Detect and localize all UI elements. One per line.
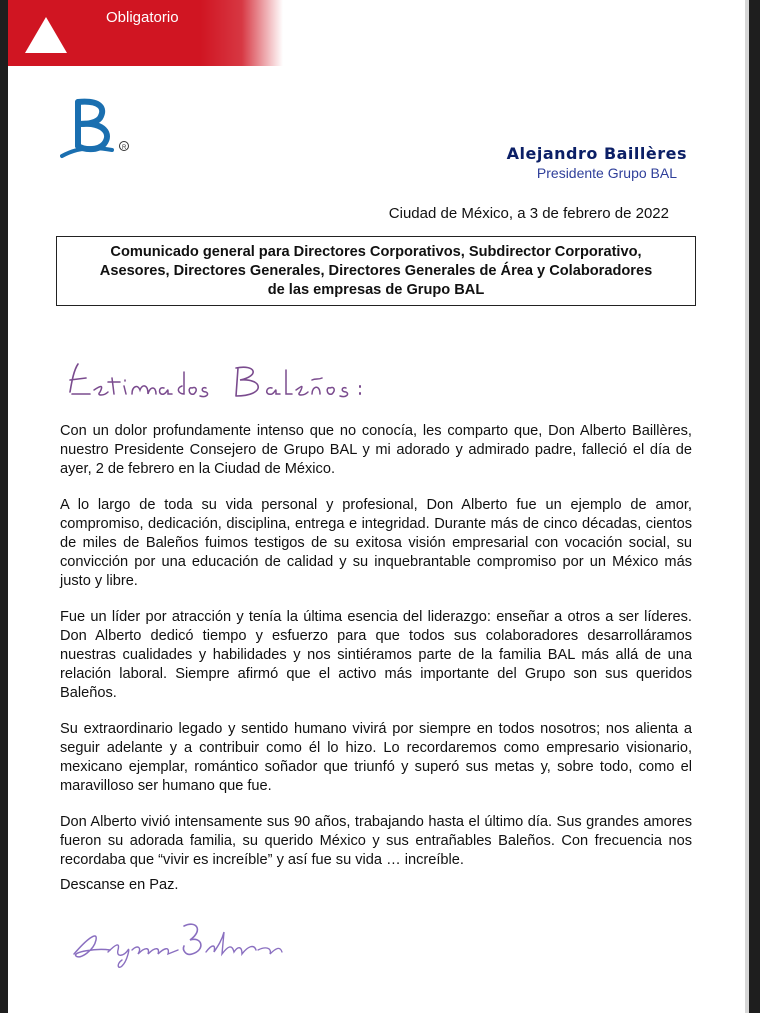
page-edge bbox=[745, 0, 749, 1013]
body-paragraph: Con un dolor profundamente intenso que no conocía, les comparto que, Don Alberto Baillères, nuestro Presidente Consejero de Grupo BAL y mi adorado y admirado padre, falleció el día de ayer, 2 de febrero en la Ciudad de México. bbox=[60, 423, 692, 477]
subject-line: de las empresas de Grupo BAL bbox=[267, 282, 485, 298]
body-paragraph: A lo largo de toda su vida personal y profesional, Don Alberto fue un ejemplo de amor, compromiso, dedicación, disciplina, entrega e integridad. Durante más de cinco décadas, cientos de miles de Baleños fuimos testigos de su exitosa visión empresarial con vocación social, su convicción por una educación de calidad y su inquebrantable compromiso por un México más justo y libre. bbox=[60, 497, 692, 589]
date-line: Ciudad de México, a 3 de febrero de 2022 bbox=[388, 205, 669, 222]
letter-body bbox=[60, 422, 692, 887]
subject-line: Asesores, Directores Generales, Directores Generales de Área y Colaboradores bbox=[99, 263, 653, 279]
body-paragraph: Don Alberto vivió intensamente sus 90 años, trabajando hasta el último día. Sus grandes amores fueron su adorada familia, su querido México y sus entrañables Baleños. Con frecuencia nos recordaba que “vivir es increíble” y así fue su vida … increíble. bbox=[60, 814, 692, 868]
sender-name: Alejandro Baillères bbox=[506, 144, 687, 163]
body-paragraph: Su extraordinario legado y sentido humano vivirá por siempre en todos nosotros; nos alienta a seguir adelante y a contribuir como él lo hizo. Lo recordaremos como empresario visionario, mexicano ejemplar, romántico soñador que triunfó y superó sus metas y, sobre todo, como el maravilloso ser humano que fue. bbox=[60, 721, 692, 794]
handwritten-signature bbox=[66, 910, 306, 980]
handwritten-salutation bbox=[60, 350, 400, 410]
subject-box bbox=[56, 236, 696, 306]
subject-line: Comunicado general para Directores Corporativos, Subdirector Corporativo, bbox=[110, 244, 642, 260]
tag-label: Obligatorio bbox=[106, 9, 179, 26]
letter-page bbox=[8, 0, 745, 1013]
svg-text:R: R bbox=[122, 145, 127, 151]
mandatory-tag-banner bbox=[8, 0, 283, 66]
warning-triangle-icon bbox=[22, 14, 70, 56]
body-paragraph: Fue un líder por atracción y tenía la última esencia del liderazgo: enseñar a otros a ser líderes. Don Alberto dedicó tiempo y esfuerzo para que todos sus colaboradores desarrolláramos nuestras cualidades y habilidades y nos sintiéramos parte de la familia BAL más allá de una relación laboral. Siempre afirmó que el activo más importante del Grupo son sus queridos Baleños. bbox=[60, 609, 692, 701]
sender-block bbox=[507, 144, 687, 181]
sender-title: Presidente Grupo BAL bbox=[536, 165, 677, 181]
closing-line: Descanse en Paz. bbox=[60, 877, 179, 893]
bal-b-logo bbox=[60, 94, 140, 164]
